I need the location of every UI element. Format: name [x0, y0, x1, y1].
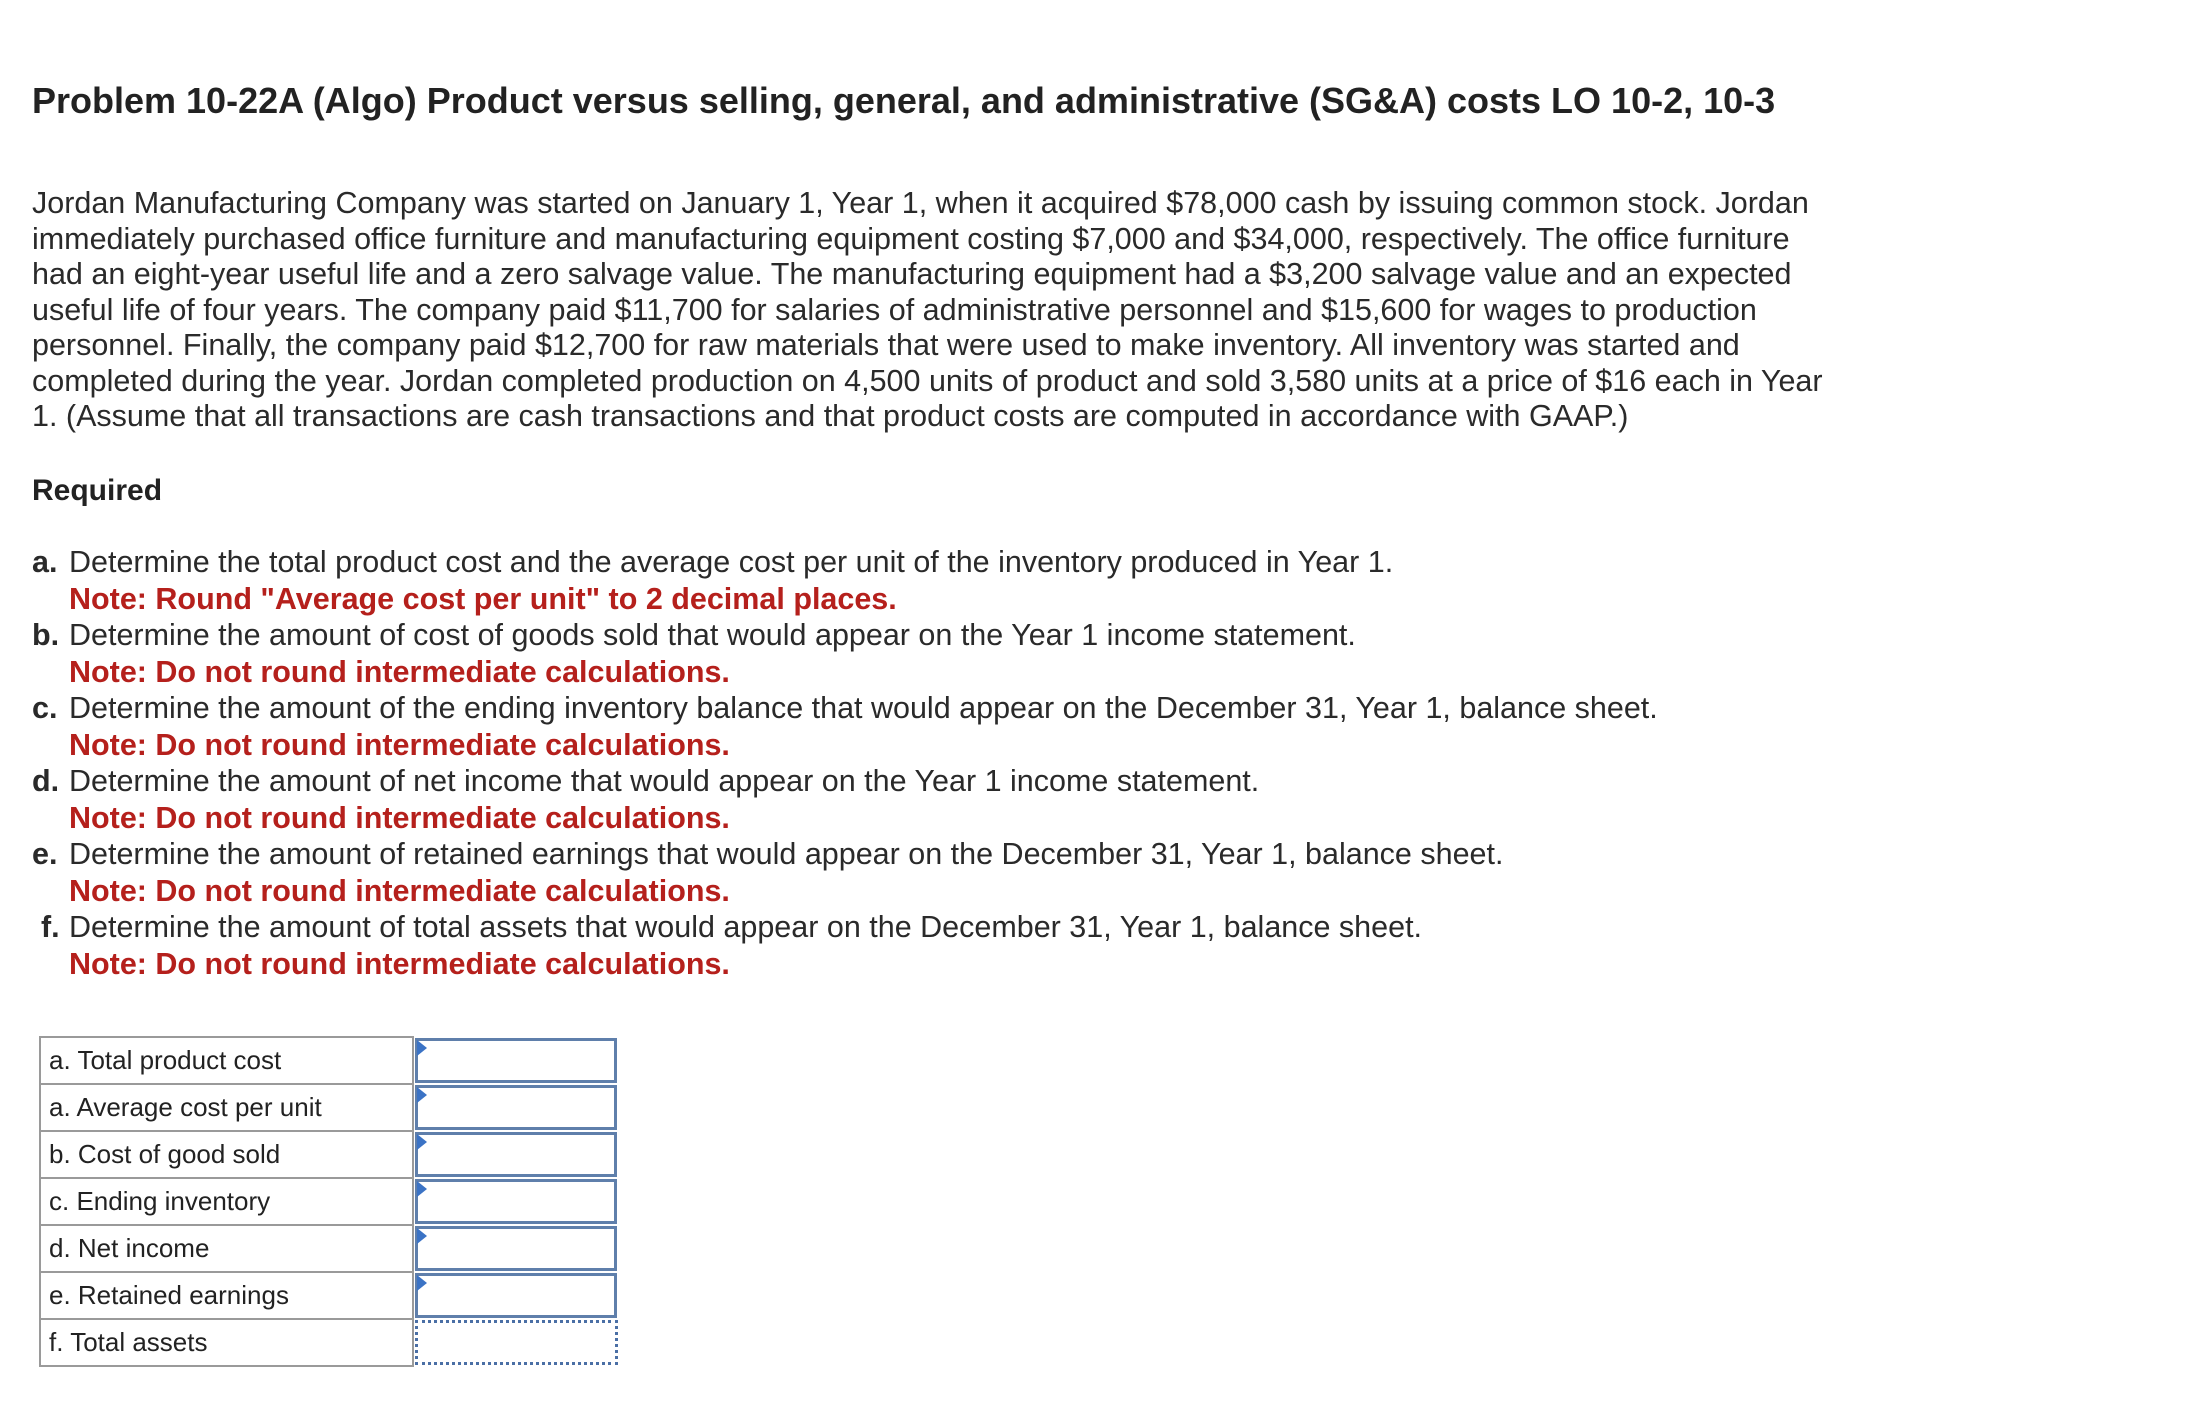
requirement-note: Note: Do not round intermediate calculations.: [69, 800, 730, 835]
input-marker-icon: [417, 1087, 427, 1103]
row-label: f. Total assets: [40, 1319, 413, 1366]
requirement-note: Note: Do not round intermediate calculations.: [69, 727, 730, 762]
problem-description-line: completed during the year. Jordan completed production on 4,500 units of product and sold 3,580 units at a price of $16 each in Year: [32, 363, 1823, 398]
input-marker-icon: [417, 1134, 427, 1150]
row-label: a. Total product cost: [40, 1037, 413, 1084]
requirement-letter: f.: [41, 910, 60, 944]
requirement-letter: d.: [32, 764, 60, 798]
problem-description-line: personnel. Finally, the company paid $12,700 for raw materials that were used to make inventory. All inventory was started and: [32, 328, 1740, 362]
requirement-b: [32, 617, 2132, 690]
total-product-cost-input[interactable]: [418, 1041, 614, 1080]
answer-cell: [413, 1225, 619, 1272]
problem-description-line: had an eight-year useful life and a zero salvage value. The manufacturing equipment had a $3,200 salvage value and an expected: [32, 257, 1792, 291]
requirement-f: [32, 909, 2132, 982]
page-title: Problem 10-22A (Algo) Product versus selling, general, and administrative (SG&A) costs LO 10-2, 10-3: [32, 80, 1776, 121]
table-row: [40, 1178, 619, 1225]
requirement-letter: e.: [32, 837, 58, 871]
row-label: e. Retained earnings: [40, 1272, 413, 1319]
requirement-c: [32, 690, 2132, 763]
row-label: a. Average cost per unit: [40, 1084, 413, 1131]
answer-cell: [413, 1178, 619, 1225]
answer-cell: [413, 1084, 619, 1131]
requirement-text: Determine the amount of the ending inventory balance that would appear on the December 31, Year 1, balance sheet.: [69, 691, 1658, 725]
table-row: [40, 1131, 619, 1178]
table-row: [40, 1272, 619, 1319]
requirement-d: [32, 763, 2132, 836]
cost-of-goods-sold-input[interactable]: [418, 1135, 614, 1174]
problem-description: [32, 186, 1962, 435]
table-row: [40, 1037, 619, 1084]
requirement-text: Determine the amount of total assets that would appear on the December 31, Year 1, balance sheet.: [69, 910, 1423, 944]
average-cost-per-unit-input[interactable]: [418, 1088, 614, 1127]
row-label: d. Net income: [40, 1225, 413, 1272]
problem-description-line: 1. (Assume that all transactions are cash transactions and that product costs are computed in accordance with GAAP.): [32, 399, 1629, 433]
input-marker-icon: [417, 1040, 427, 1056]
ending-inventory-input[interactable]: [418, 1182, 614, 1221]
row-label: c. Ending inventory: [40, 1178, 413, 1225]
requirements-list: [32, 544, 2132, 982]
requirement-text: Determine the amount of net income that would appear on the Year 1 income statement.: [69, 764, 1260, 798]
answer-cell: [413, 1272, 619, 1319]
requirement-letter: a.: [32, 545, 58, 579]
net-income-input[interactable]: [418, 1229, 614, 1268]
row-label: b. Cost of good sold: [40, 1131, 413, 1178]
total-assets-input[interactable]: [418, 1323, 615, 1362]
requirement-text: Determine the total product cost and the average cost per unit of the inventory produced in Year 1.: [69, 545, 1394, 579]
requirement-a: [32, 544, 2132, 617]
table-row: [40, 1225, 619, 1272]
problem-description-line: Jordan Manufacturing Company was started on January 1, Year 1, when it acquired $78,000 cash by issuing common stock. Jordan: [32, 186, 1809, 220]
requirement-letter: b.: [32, 618, 60, 652]
answer-cell: [413, 1131, 619, 1178]
retained-earnings-input[interactable]: [418, 1276, 614, 1315]
table-row: [40, 1319, 619, 1366]
requirement-text: Determine the amount of retained earnings that would appear on the December 31, Year 1, balance sheet.: [69, 837, 1504, 871]
requirement-letter: c.: [32, 691, 58, 725]
answer-table: [39, 1036, 620, 1367]
problem-description-line: useful life of four years. The company paid $11,700 for salaries of administrative personnel and $15,600 for wages to production: [32, 292, 1757, 327]
requirement-note: Note: Round "Average cost per unit" to 2 decimal places.: [69, 581, 897, 616]
answer-cell: [413, 1319, 619, 1366]
requirement-e: [32, 836, 2132, 909]
problem-description-line: immediately purchased office furniture and manufacturing equipment costing $7,000 and $34,000, respectively. The office furniture: [32, 221, 1790, 256]
answer-cell: [413, 1037, 619, 1084]
input-marker-icon: [417, 1228, 427, 1244]
input-marker-icon: [417, 1181, 427, 1197]
requirement-note: Note: Do not round intermediate calculations.: [69, 654, 730, 689]
input-marker-icon: [417, 1275, 427, 1291]
requirement-note: Note: Do not round intermediate calculations.: [69, 873, 730, 908]
required-heading: Required: [32, 474, 163, 507]
requirement-note: Note: Do not round intermediate calculations.: [69, 946, 730, 981]
table-row: [40, 1084, 619, 1131]
requirement-text: Determine the amount of cost of goods sold that would appear on the Year 1 income statement.: [69, 618, 1356, 652]
